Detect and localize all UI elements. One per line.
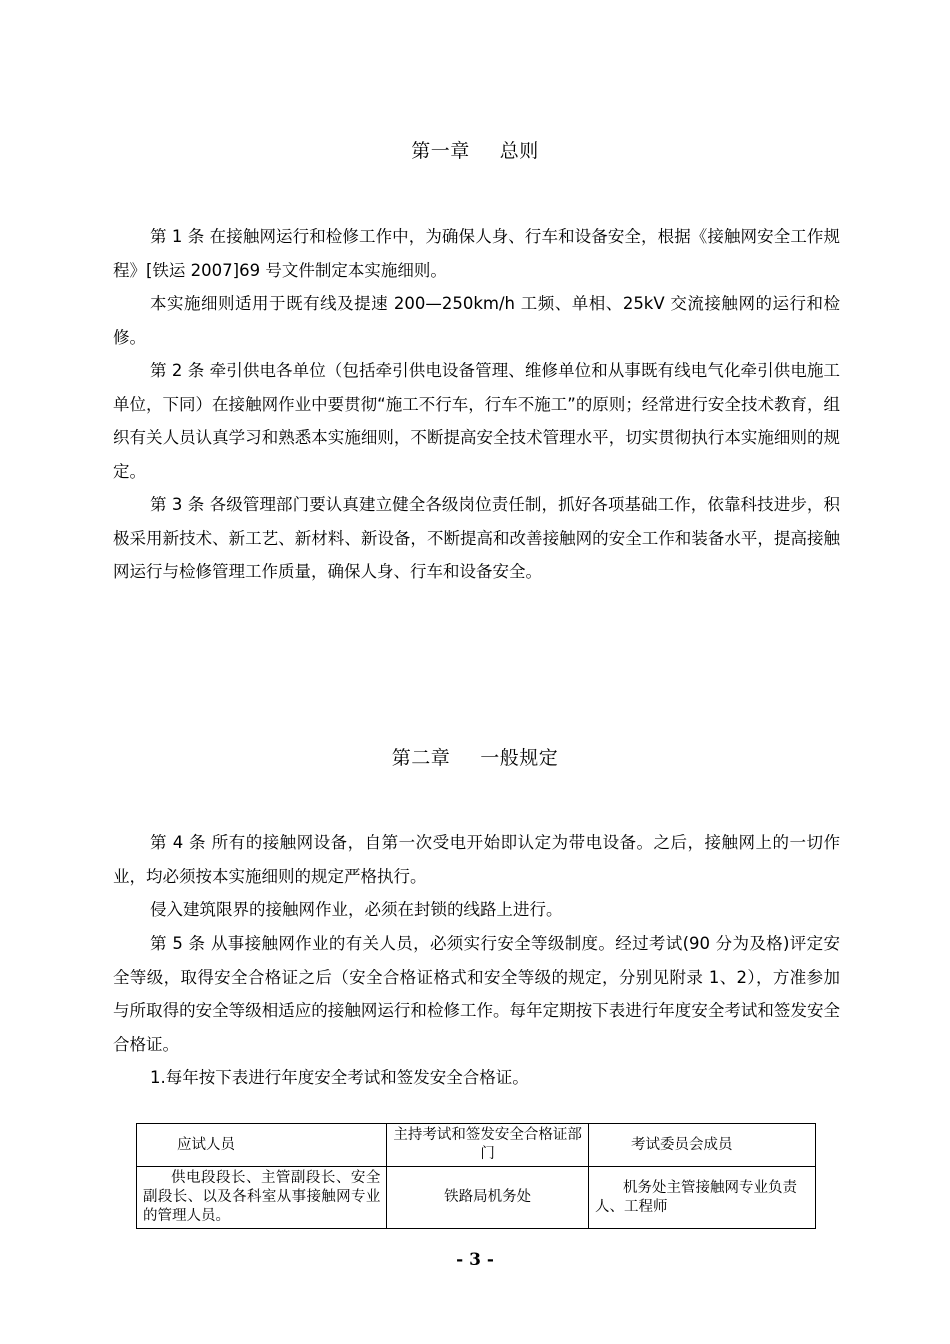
header-committee-members: 考试委员会成员 [588, 1124, 815, 1167]
header-issuing-department: 主持考试和签发安全合格证部门 [387, 1124, 589, 1167]
scope-paragraph: 本实施细则适用于既有线及提速 200—250km/h 工频、单相、25kV 交流接触网的运行和检修。 [113, 294, 840, 347]
article-5-paragraph: 第 5 条 从事接触网作业的有关人员，必须实行安全等级制度。经过考试(90 分为及格)评定安全等级，取得安全合格证之后（安全合格证格式和安全等级的规定，分别见附录 1、2），方准参加与所取得的安全等级相适应的接触网运行和检修工作。每年定期按下表进行年度安全考试和签发安全合格证。 [113, 934, 840, 1054]
page-number: - 3 - [456, 1250, 494, 1270]
exam-table [136, 1123, 816, 1229]
table-row [137, 1167, 816, 1229]
chapter-1-number: 第一章 [411, 140, 470, 162]
chapter-1-heading [0, 136, 950, 163]
cell-issuing-department: 铁路局机务处 [387, 1167, 589, 1229]
clearance-paragraph: 侵入建筑限界的接触网作业，必须在封锁的线路上进行。 [150, 900, 563, 919]
chapter-2-title: 一般规定 [480, 747, 559, 769]
chapter-1-title: 总则 [499, 140, 539, 162]
header-examinees: 应试人员 [137, 1124, 387, 1167]
table-header-row [137, 1124, 816, 1167]
article-4-paragraph: 第 4 条 所有的接触网设备，自第一次受电开始即认定为带电设备。之后，接触网上的一切作业，均必须按本实施细则的规定严格执行。 [113, 833, 840, 886]
article-1-paragraph: 第 1 条 在接触网运行和检修工作中，为确保人身、行车和设备安全，根据《接触网安全工作规程》[铁运 2007]69 号文件制定本实施细则。 [113, 227, 840, 280]
article-2-paragraph: 第 2 条 牵引供电各单位（包括牵引供电设备管理、维修单位和从事既有线电气化牵引供电施工单位，下同）在接触网作业中要贯彻“施工不行车，行车不施工”的原则；经常进行安全技术教育，组织有关人员认真学习和熟悉本实施细则，不断提高安全技术管理水平，切实贯彻执行本实施细则的规定。 [113, 361, 840, 481]
cell-committee-members: 机务处主管接触网专业负责人、工程师 [588, 1167, 815, 1229]
cell-examinees: 供电段段长、主管副段长、安全副段长、以及各科室从事接触网专业的管理人员。 [137, 1167, 387, 1229]
chapter-2-number: 第二章 [391, 747, 451, 769]
chapter-2-heading [0, 743, 950, 770]
article-3-paragraph: 第 3 条 各级管理部门要认真建立健全各级岗位责任制，抓好各项基础工作，依靠科技进步，积极采用新技术、新工艺、新材料、新设备，不断提高和改善接触网的安全工作和装备水平，提高接触网运行与检修管理工作质量，确保人身、行车和设备安全。 [113, 495, 840, 582]
item-1-paragraph: 1.每年按下表进行年度安全考试和签发安全合格证。 [150, 1068, 529, 1087]
